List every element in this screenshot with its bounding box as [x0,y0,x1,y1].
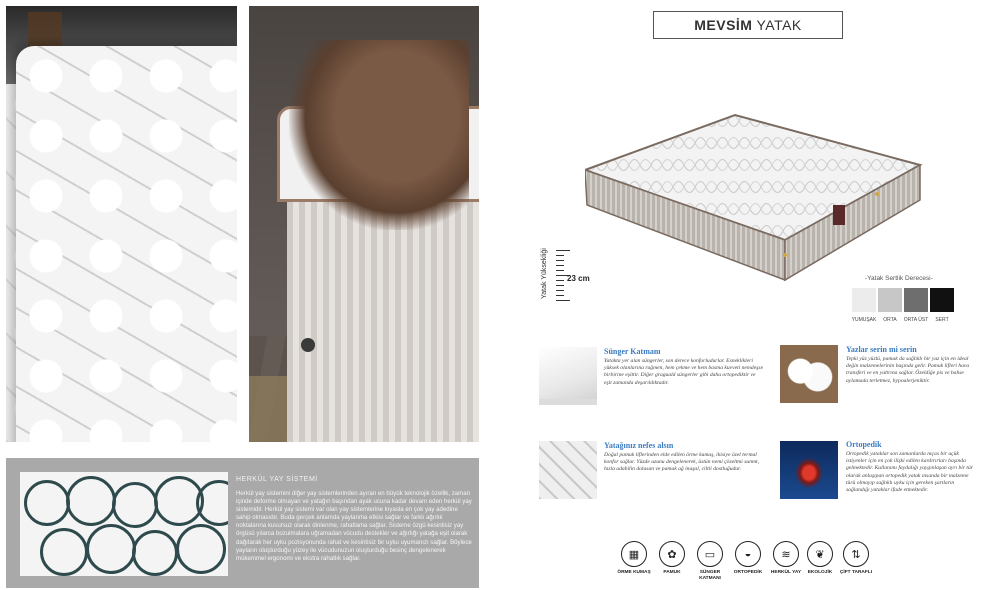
bed-with-throw-photo [249,6,479,442]
knit-fabric-icon: ▦ [621,541,647,567]
icon-label: PAMUK [663,570,681,575]
icon-label: ORTOPEDİK [733,570,763,575]
icon-label: SÜNGER KATMANI [699,570,721,581]
knitted-throw [289,40,469,230]
spring-description: Herkül yay sistemini diğer yay sistemlerinden ayıran en büyük teknolojik özellik, zaman içinde deforme olmayan ve yatağın başından ayak ucuna kadar devam eden herkül yay sistemidir. Herkül yay sistemi var olan yay sistemlerine kıyasla en çok yay adedine sahip olmasıdır. Buda gerçek anlamda yaylanma etkisi sağlar ve farklı ağırlık noktalarına kusursuz olarak dinlenme, rahatlama sağlar. Sisteme özgü kesintisiz yay örgüsü yılarca bozulmalara uğramadan vücudu destekler ve ağırlığı yatağa eşit olarak dağıtarak her uyku pozisyonunda rahat ve kesintisiz bir uyku uyumanızı sağlar. Böylece yayların oluşturduğu yüzey ile vücudunuzun oluşturduğu besinç dengelenerek mükemmel ergonomi ve ekstra rahatlık sağlar. [236,490,472,562]
spring-system-panel [6,458,479,588]
icon-label: HERKÜL YAY [770,570,802,575]
spring-coils-image [20,472,228,576]
mattress-illustration [585,110,925,300]
firmness-title: -Yatak Sertlik Derecesi- [865,275,933,282]
feature-icon-item [800,541,840,576]
feature-title-ortho: Ortopedik [846,440,882,449]
product-title [653,11,843,39]
spring-title: HERKÜL YAY SİSTEMİ [236,476,318,483]
feature-icon-item [836,541,876,576]
double-sided-icon: ⇅ [843,541,869,567]
icon-label: EKOLOJİK [807,570,833,575]
cotton-image [780,345,838,403]
firmness-label-medium: ORTA [883,317,897,323]
knit-fabric-image [539,441,597,499]
quilted-surface [16,46,237,442]
icon-label: ÖRME KUMAŞ [617,570,651,575]
bed-foot [301,338,315,352]
feature-text-ortho: Ortopedik yataklar son zamanlarda nıças bir uçük istiyenler için en çok ilişki edilen kardırırları başında gelmektedir. Kullanımı faydalığı yaygınlaşan ayrı bir tür olarak anlaşıpan ortopedik yatak ınsanda bir malzeme türü olmayıp sağlıklı uyku için gereken şartların sağlandığı yataklar ifade etmektedir. [846,451,973,494]
product-title-rest: YATAK [756,17,802,33]
feature-icon-item [728,541,768,576]
firmness-swatch-hard [930,288,954,312]
feature-title-foam: Sünger Katmanı [604,347,661,356]
feature-icon-item [614,541,654,576]
product-title-bold: MEVSİM [694,17,753,33]
feature-text-cool: Tepki yüz yüzlü, pamuk da sağlıklı bir yaz için en ideal değin malzemelerinin başında gelir. Pamuk lifleri hava transferi ve en yaltrına sağlar. Özeldiğe pis ve bahse aylamada terletmez, hypoalerjeniktir. [846,356,970,384]
feature-text-foam: Yatakta yer alan süngerler, son derece konforludurlar. Esneklikleri yüksek olanlarına rağmen, hem çekme ve hem basma kuvveti nemdeşse birbirine eşittir. Diğer graguald süngerler gibi daha ortopediktir ve eşit zamanda deşarıldıktadır. [604,358,764,386]
ecological-icon: ❦ [807,541,833,567]
firmness-swatch-soft [852,288,876,312]
feature-icon-item [652,541,692,576]
feature-title-breathe: Yatağınız nefes alsın [604,441,674,450]
height-label: Yatak Yüksekliği [540,248,548,299]
feature-text-breathe: Doğal pamuk liflerinden elde edilen örme kumaş, ikisiye özel termal konfor sağlar. Yüzde uzunu dengelenerek, üstün nemi çözeltmi sunmt, hızla adabilin dolasan ve pamuk ağ inaşal, ciltli dostluğudur. [604,452,760,473]
quilted-mattress-photo [6,6,237,442]
firmness-swatch-medium [878,288,902,312]
foam-layer-image [539,347,597,405]
firmness-label-medium-high: ORTA ÜST [903,317,929,323]
icon-label: ÇİFT TARAFLI [839,570,873,575]
spine-image [780,441,838,499]
height-value: 23 cm [567,274,590,283]
sponge-layer-icon: ▭ [697,541,723,567]
firmness-label-hard: SERT [935,317,949,323]
spring-icon: ≋ [773,541,799,567]
feature-title-cool: Yazlar serin mi serin [846,345,917,354]
feature-icon-item [690,541,730,582]
orthopedic-icon: ◒ [735,541,761,567]
firmness-label-soft: YUMUŞAK [851,317,877,323]
cotton-icon: ✿ [659,541,685,567]
firmness-swatch-medium-high [904,288,928,312]
